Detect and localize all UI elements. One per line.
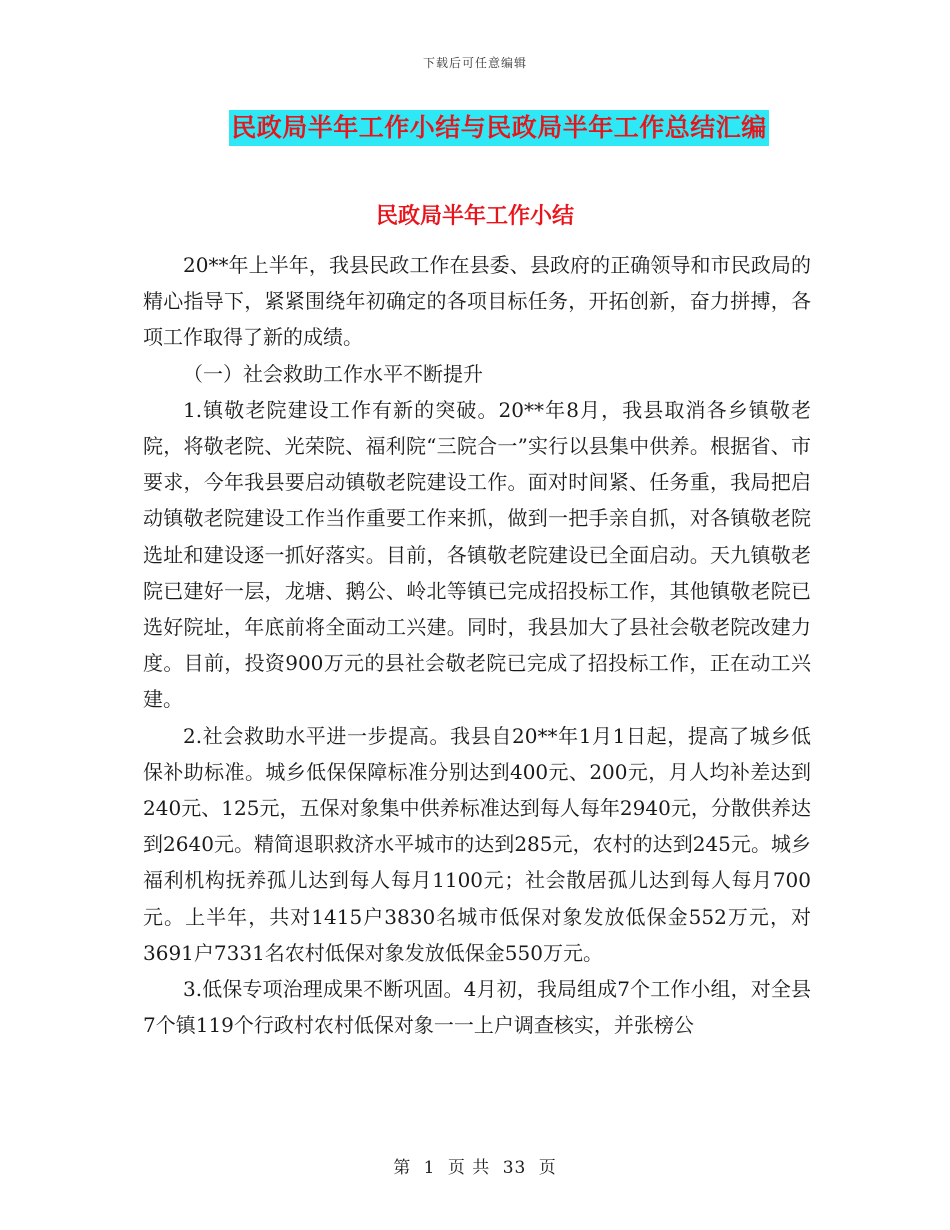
page-footer [0,1153,950,1178]
footer-suffix: 页 [538,1158,557,1178]
header-note: 下载后可任意编辑 [422,56,527,70]
footer-prefix: 第 [393,1158,412,1178]
paragraph-subheading: （一）社会救助工作水平不断提升 [183,361,483,386]
paragraph-item-1: 1.镇敬老院建设工作有新的突破。20**年8月，我县取消各乡镇敬老院，将敬老院、光荣院、福利院“三院合一”实行以县集中供养。根据省、市要求，今年我县要启动镇敬老院建设工作。面对时间紧、任务重，我局把启动镇敬老院建设工作当作重要工作来抓，做到一把手亲自抓，对各镇敬老院选址和建设逐一抓好落实。目前，各镇敬老院建设已全面启动。天九镇敬老院已建好一层，龙塘、鹅公、岭北等镇已完成招投标工作，其他镇敬老院已选好院址，年底前将全面动工兴建。同时，我县加大了县社会敬老院改建力度。目前，投资900万元的县社会敬老院已完成了招投标工作，正在动工兴建。 [143,397,811,712]
main-title-container [0,110,950,146]
paragraph-item-2: 2.社会救助水平进一步提高。我县自20**年1月1日起，提高了城乡低保补助标准。城乡低保保障标准分别达到400元、200元，月人均补差达到240元、125元，五保对象集中供养标准达到每人每年2940元，分散供养达到2640元。精简退职救济水平城市的达到285元，农村的达到245元。城乡福利机构抚养孤儿达到每人每月1100元；社会散居孤儿达到每人每月700元。上半年，共对1415户3830名城市低保对象发放低保金552万元，对3691户7331名农村低保对象发放低保金550万元。 [143,723,811,965]
section-title: 民政局半年工作小结 [375,204,574,229]
paragraph-intro: 20**年上半年，我县民政工作在县委、县政府的正确领导和市民政局的精心指导下，紧紧围绕年初确定的各项目标任务，开拓创新，奋力拼搏，各项工作取得了新的成绩。 [143,253,811,350]
footer-page-number: 1 [423,1158,436,1178]
document-body [143,247,811,1043]
footer-total-pages: 33 [502,1158,527,1178]
main-title: 民政局半年工作小结与民政局半年工作总结汇编 [229,110,769,146]
footer-middle: 页 共 [447,1158,491,1178]
paragraph-item-3: 3.低保专项治理成果不断巩固。4月初，我局组成7个工作小组，对全县7个镇119个行政村农村低保对象一一上户调查核实，并张榜公 [143,977,811,1038]
